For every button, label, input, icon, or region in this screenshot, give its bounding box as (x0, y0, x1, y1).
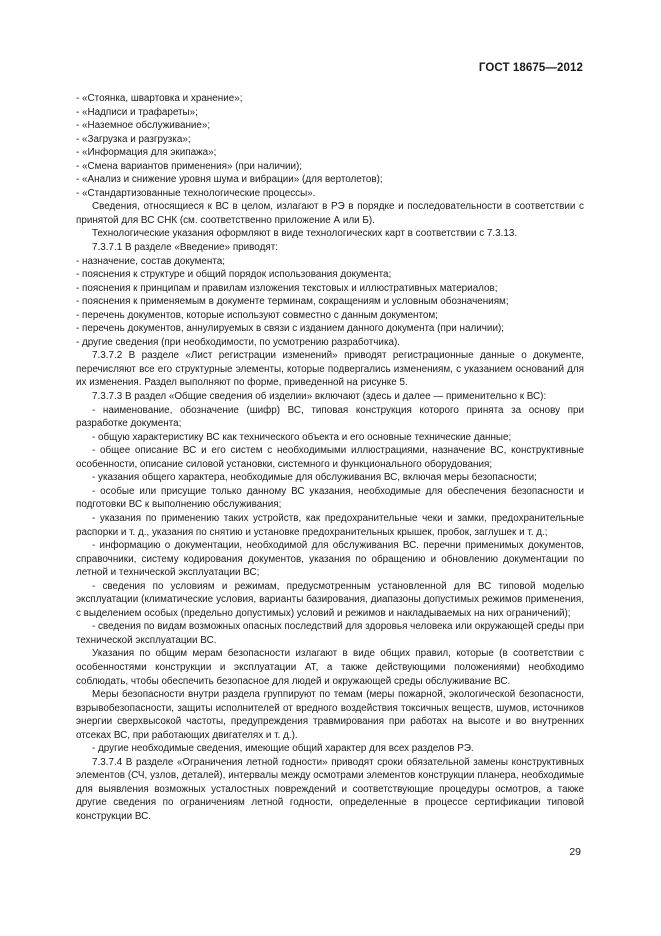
list-item: - другие сведения (при необходимости, по усмотрению разработчика). (76, 336, 401, 348)
paragraph: Указания по общим мерам безопасности излагают в виде общих правил, которые (в соответствии с особенностями конструкции и эксплуатации АТ, а также действующими положениями) необходимо соблюдать, чтобы обеспечить безопасное для людей и окружающей среды обслуживание ВС. (76, 648, 584, 687)
list-item: - пояснения к структуре и общий порядок использования документа; (76, 269, 392, 281)
list-item: - общее описание ВС и его систем с необходимыми иллюстрациями, назначение ВС, конструктивные особенности, описание силовой установки, системного и функционального оборудования; (76, 445, 584, 470)
list-item: - наименование, обозначение (шифр) ВС, типовая конструкция которого принята за основу при разработке документа; (76, 404, 584, 430)
list-item: - указания по применению таких устройств, как предохранительные чеки и замки, предохранительные распорки и т. д., указания по снятию и установке предохранительных крышек, пробок, заглушек и т. д.; (76, 512, 584, 538)
introduction-items (76, 255, 584, 350)
list-item: - «Анализ и снижение уровня шума и вибрации» (для вертолетов); (76, 174, 383, 186)
list-item: - перечень документов, аннулируемых в связи с изданием данного документа (при наличии); (76, 323, 504, 335)
list-item: - «Смена вариантов применения» (при наличии); (76, 160, 303, 172)
list-item: - «Загрузка и разгрузка»; (76, 133, 191, 145)
list-item: - «Надписи и трафареты»; (76, 106, 198, 118)
list-item: - «Наземное обслуживание»; (76, 120, 211, 132)
clause-heading: 7.3.7.1 В разделе «Введение» приводят: (92, 242, 278, 254)
paragraph: 7.3.7.4 В разделе «Ограничения летной годности» приводят сроки обязательной замены конструктивных элементов (СЧ, узлов, деталей), интервалы между осмотрами элементов конструкции планера, необходимые для выявления возможных усталостных повреждений и соответствующие процедуры осмотров, а также другие сведения по ограничениям летной годности, определенные в процессе сертификации типовой конструкции ВС. (76, 756, 584, 822)
paragraph: 7.3.7.2 В разделе «Лист регистрации изменений» приводят регистрационные данные о документе, перечисляют все его структурные элементы, которые подвергались изменениям, с указанием оснований для их изменения. Раздел выполняют по форме, приведенной на рисунке 5. (76, 350, 584, 389)
list-item: - сведения по видам возможных опасных последствий для здоровья человека или окружающей среды при технической эксплуатации ВС. (76, 621, 584, 646)
list-item: - перечень документов, которые используют совместно с данным документом; (76, 309, 438, 321)
paragraph: Меры безопасности внутри раздела группируют по темам (меры пожарной, экологической безопасности, взрывобезопасности, защиты исполнителей от вредного воздействия токсичных веществ, шумов, источников энергии сверхвысокой частоты, предупреждения травмирования при работах на высоте и во внутренних отсеках ВС, при работающих двигателях и т. д.). (76, 689, 584, 741)
list-item: - особые или присущие только данному ВС указания, необходимые для обеспечения безопасности и подготовки ВС к выполнению обслуживания; (76, 485, 584, 511)
list-item: - «Стандартизованные технологические процессы». (76, 187, 316, 199)
list-item: - другие необходимые сведения, имеющие общий характер для всех разделов РЭ. (92, 743, 474, 755)
list-item: - «Стоянка, швартовка и хранение»; (76, 93, 243, 104)
document-body (76, 92, 584, 824)
list-item: - назначение, состав документа; (76, 255, 225, 267)
list-item: - «Информация для экипажа»; (76, 147, 217, 159)
list-item: - сведения по условиям и режимам, предусмотренным установленной для ВС типовой моделью эксплуатации (климатические условия, варианты базирования, диапазоны допустимых режимов применения, с выделением особых (предельно допустимых) условий и режимов и накладываемых на них ограничений); (76, 580, 584, 619)
paragraph: Сведения, относящиеся к ВС в целом, излагают в РЭ в порядке и последовательности в соответствии с принятой для ВС СНК (см. соответственно приложение А или Б). (76, 201, 584, 226)
list-item: - пояснения к применяемым в документе терминам, сокращениям и условным обозначениям; (76, 296, 509, 308)
section-list (76, 92, 584, 200)
document-standard-id: ГОСТ 18675—2012 (478, 62, 583, 74)
paragraph: Технологические указания оформляют в виде технологических карт в соответствии с 7.3.13. (92, 228, 518, 240)
clause-heading: 7.3.7.3 В раздел «Общие сведения об изделии» включают (здесь и далее — применительно к ВС): (92, 391, 547, 403)
list-item: - указания общего характера, необходимые для обслуживания ВС, включая меры безопасности; (92, 472, 537, 484)
list-item: - пояснения к принципам и правилам изложения текстовых и иллюстративных материалов; (76, 282, 498, 294)
list-item: - информацию о документации, необходимой для обслуживания ВС. перечни применимых документов, справочники, систему кодирования документов, указания по обращению и обновлению документации по летной и технической эксплуатации ВС; (76, 540, 584, 579)
page-number: 29 (569, 846, 581, 858)
list-item: - общую характеристику ВС как технического объекта и его основные технические данные; (92, 431, 512, 443)
general-info-items (76, 404, 584, 648)
